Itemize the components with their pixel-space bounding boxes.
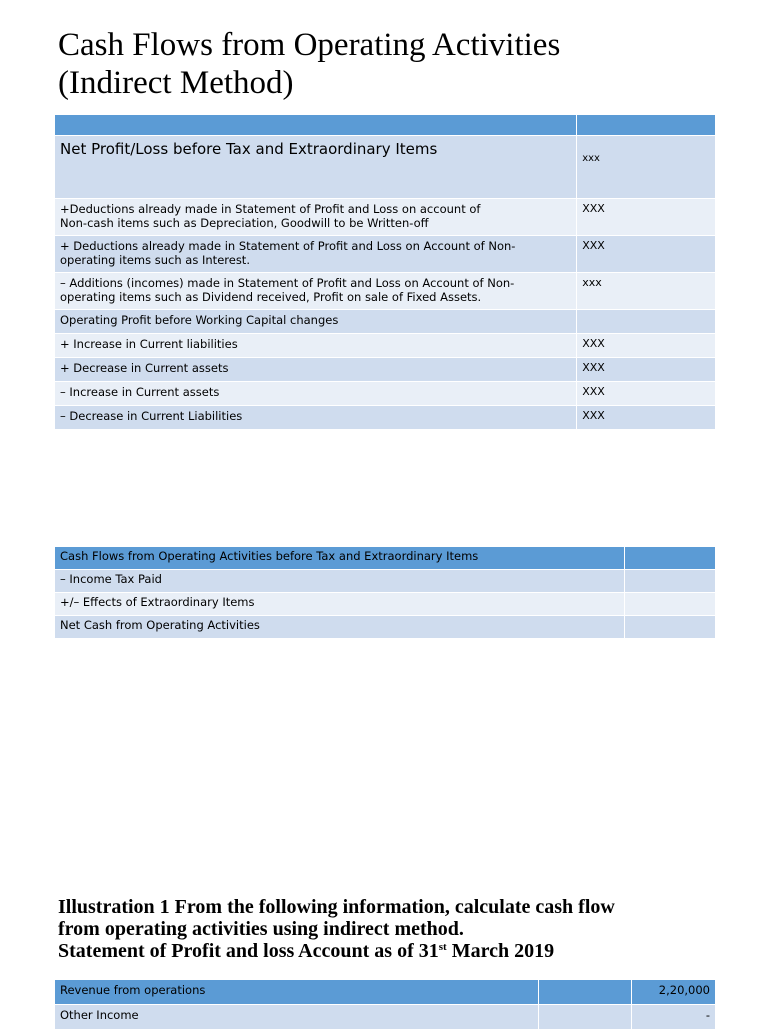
- row-label: Net Profit/Loss before Tax and Extraordinary Items: [55, 136, 577, 199]
- table-row: [55, 406, 716, 430]
- table-row: [55, 136, 716, 199]
- illustration-line-2: from operating activities using indirect method.: [58, 918, 464, 940]
- illustration-line-3: Statement of Profit and loss Account as of 31: [58, 940, 439, 962]
- profit-loss-table: [54, 979, 716, 1030]
- row-label: [55, 236, 577, 273]
- net-cash-table: [54, 546, 716, 639]
- row-label-line: operating items such as Dividend received, Profit on sale of Fixed Assets.: [60, 290, 482, 304]
- row-label: Other Income: [55, 1005, 539, 1030]
- header-cell: [55, 115, 577, 136]
- table-row: [55, 593, 716, 616]
- row-empty-cell: [539, 980, 631, 1005]
- row-label: Revenue from operations: [55, 980, 539, 1005]
- table-row: [55, 334, 716, 358]
- table-row: [55, 236, 716, 273]
- row-label: +/– Effects of Extraordinary Items: [55, 593, 625, 616]
- row-value: -: [631, 1005, 715, 1030]
- row-label: – Increase in Current assets: [55, 382, 577, 406]
- row-label: + Increase in Current liabilities: [55, 334, 577, 358]
- row-value: [625, 593, 716, 616]
- title-line-1: Cash Flows from Operating Activities: [58, 27, 561, 63]
- table-header-row: [55, 547, 716, 570]
- row-empty-cell: [539, 1005, 631, 1030]
- row-label-line: – Additions (incomes) made in Statement of Profit and Loss on Account of Non-: [60, 276, 515, 290]
- row-label: [55, 199, 577, 236]
- header-cell: [577, 115, 716, 136]
- row-label-line: + Deductions already made in Statement of Profit and Loss on Account of Non-: [60, 239, 516, 253]
- row-value: [577, 310, 716, 334]
- table-row: [55, 616, 716, 639]
- indirect-method-table: [54, 114, 716, 430]
- row-value: XXX: [577, 199, 716, 236]
- table-row: [55, 570, 716, 593]
- row-label: – Decrease in Current Liabilities: [55, 406, 577, 430]
- row-value: XXX: [577, 236, 716, 273]
- row-label: + Decrease in Current assets: [55, 358, 577, 382]
- table-header-row: [55, 980, 716, 1005]
- illustration-line-1: Illustration 1 From the following information, calculate cash flow: [58, 896, 615, 918]
- row-label-line: operating items such as Interest.: [60, 253, 250, 267]
- row-label-line: +Deductions already made in Statement of Profit and Loss on account of: [60, 202, 481, 216]
- row-label: Operating Profit before Working Capital changes: [55, 310, 577, 334]
- table-row: [55, 199, 716, 236]
- table-header-row: [55, 115, 716, 136]
- title-line-2: (Indirect Method): [58, 65, 294, 101]
- table-row: [55, 273, 716, 310]
- row-value: [625, 547, 716, 570]
- row-value: [625, 570, 716, 593]
- table-row: [55, 310, 716, 334]
- row-value: XXX: [577, 358, 716, 382]
- row-value: 2,20,000: [631, 980, 715, 1005]
- illustration-heading: [58, 896, 738, 962]
- row-label: – Income Tax Paid: [55, 570, 625, 593]
- row-value: [625, 616, 716, 639]
- row-label-line: Non-cash items such as Depreciation, Goodwill to be Written-off: [60, 216, 429, 230]
- row-value: xxx: [577, 136, 716, 199]
- row-label: Cash Flows from Operating Activities before Tax and Extraordinary Items: [55, 547, 625, 570]
- row-value: XXX: [577, 334, 716, 358]
- slide-title: [58, 26, 738, 102]
- row-value: xxx: [577, 273, 716, 310]
- row-label: Net Cash from Operating Activities: [55, 616, 625, 639]
- row-value: XXX: [577, 406, 716, 430]
- row-label: [55, 273, 577, 310]
- table-row: [55, 1005, 716, 1030]
- illustration-line-3-end: March 2019: [446, 940, 555, 962]
- table-row: [55, 358, 716, 382]
- ordinal-suffix: st: [438, 941, 447, 953]
- row-value: XXX: [577, 382, 716, 406]
- table-row: [55, 382, 716, 406]
